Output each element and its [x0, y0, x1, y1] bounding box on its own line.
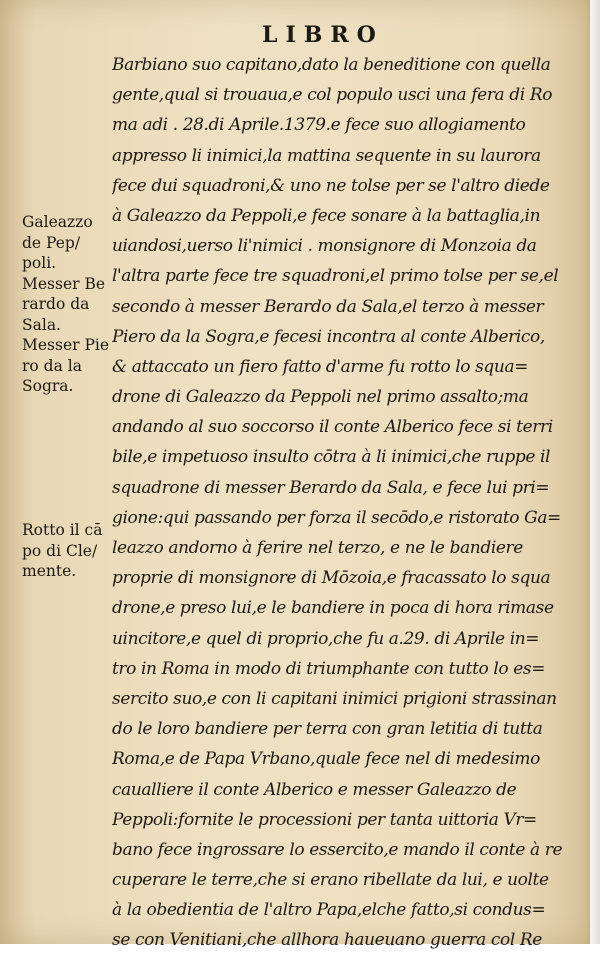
text-line: squadrone di messer Berardo da Sala, e fece lui pri= — [112, 477, 550, 498]
text-line: do le loro bandiere per terra con gran letitia di tutta — [112, 719, 543, 740]
margin-note-line: Messer Pie — [22, 336, 110, 354]
margin-note-line: Messer Be — [22, 274, 106, 293]
text-line: uiandosi,uerso li'nimici . monsignore di Monzoia da — [112, 236, 537, 257]
text-line: tro in Roma in modo di triumphante con tutto lo es= — [112, 658, 546, 679]
text-line: Roma,e de Papa Vrbano,quale fece nel di medesimo — [112, 749, 540, 770]
text-line: leazzo andorno à ferire nel terzo, e ne le bandiere — [112, 538, 523, 558]
text-line: bano fece ingrossare lo essercito,e mando il conte à re — [112, 839, 563, 860]
margin-note-line: Sogra. — [22, 377, 74, 395]
text-line: Piero da la Sogra,e fecesi incontra al conte Alberico, — [112, 326, 545, 347]
margin-note-line: rardo da — [22, 295, 90, 313]
margin-note-line: Rotto il cā — [22, 521, 103, 539]
text-line: Barbiano suo capitano,dato la beneditione con quella — [112, 55, 551, 75]
margin-note-line: ro da la — [22, 356, 82, 375]
page-edge-shadow — [586, 0, 600, 944]
text-line: appresso li inimici,la mattina sequente in su laurora — [112, 145, 541, 166]
text-line: se con Venitiani,che allhora haueuano guerra col Re — [112, 930, 542, 951]
margin-note-line: de Pep/ — [22, 233, 81, 252]
margin-note-rotto — [22, 520, 122, 582]
text-line: fece dui squadroni,& uno ne tolse per se l'altro diede — [112, 175, 550, 196]
text-line: caualliere il conte Alberico e messer Galeazzo de — [112, 779, 517, 800]
text-line: & attaccato un fiero fatto d'arme fu rotto lo squa= — [112, 356, 529, 377]
margin-note-line: mente. — [22, 562, 77, 580]
text-line: sercito suo,e con li capitani inimici prigioni strassinan — [112, 688, 557, 709]
text-line: ma adi . 28.di Aprile.1379.e fece suo allogiamento — [112, 115, 526, 136]
margin-note-line: po di Cle/ — [22, 541, 98, 560]
text-line: cuperare le terre,che si erano ribellate da lui, e uolte — [112, 870, 549, 891]
text-line: à Galeazzo da Peppoli,e fece sonare à la battaglia,in — [112, 205, 541, 226]
text-line: à la obedientia de l'altro Papa,elche fatto,si condus= — [112, 900, 546, 921]
text-line: andando al suo soccorso il conte Alberico fece si terri — [112, 417, 553, 438]
text-line: proprie di monsignore di Mōzoia,e fracassato lo squa — [112, 568, 551, 589]
text-line: l'altra parte fece tre squadroni,el primo tolse per se,el — [112, 266, 559, 287]
body-text — [112, 50, 574, 956]
text-line: gente,qual si trouaua,e col populo usci una fera di Ro — [112, 85, 553, 106]
running-head: LIBRO — [262, 22, 384, 48]
text-line: secondo à messer Berardo da Sala,el terzo à messer — [112, 296, 544, 317]
text-line: gione:qui passando per forza il secōdo,e ristorato Ga= — [112, 507, 561, 528]
margin-note-line: poli. — [22, 254, 57, 272]
text-line: Peppoli:fornite le processioni per tanta uittoria Vr= — [112, 809, 537, 830]
text-line: bile,e impetuoso insulto cōtra à li inimici,che ruppe il — [112, 447, 551, 468]
text-line: drone di Galeazzo da Peppoli nel primo assalto;ma — [112, 387, 529, 408]
margin-note-line: Galeazzo — [22, 213, 93, 231]
text-line: drone,e preso lui,e le bandiere in poca di hora rimase — [112, 598, 554, 619]
margin-note-galeazzo — [22, 212, 122, 397]
margin-note-line: Sala. — [22, 315, 61, 334]
text-line: uincitore,e quel di proprio,che fu a.29. di Aprile in= — [112, 628, 540, 649]
